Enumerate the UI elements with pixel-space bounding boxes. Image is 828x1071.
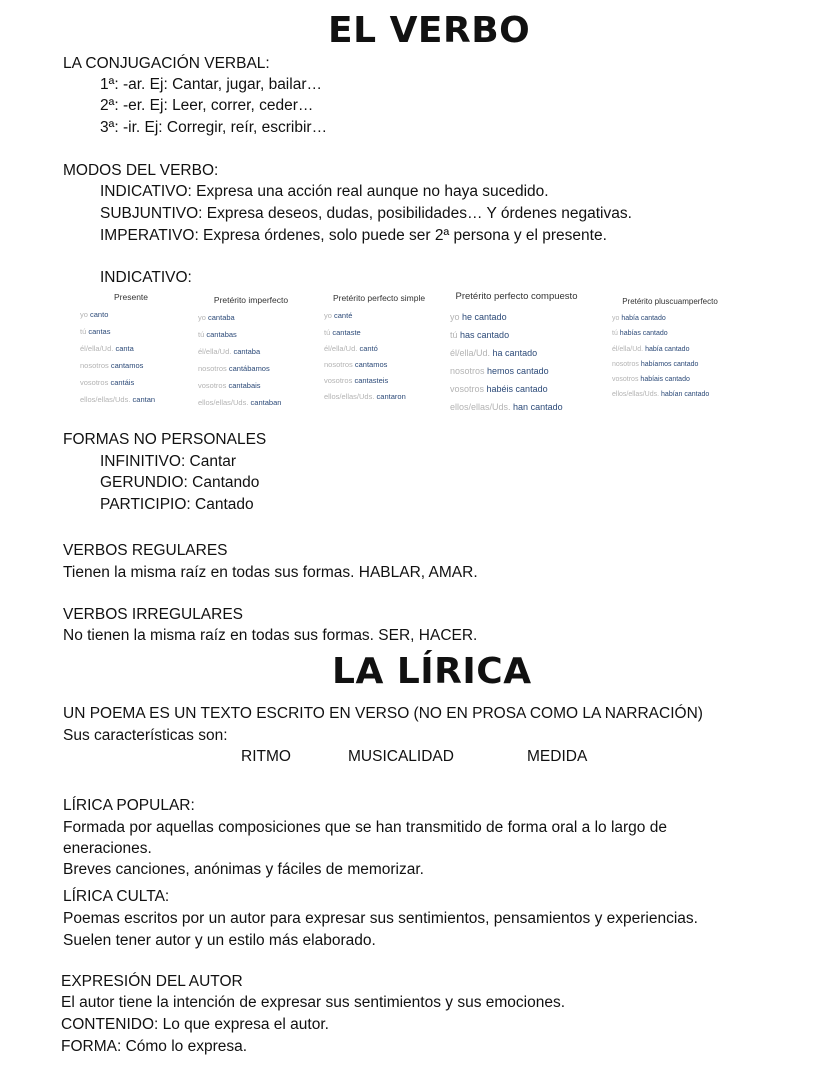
lirica-popular-line-2: eneraciones. <box>63 840 152 857</box>
tabla-row: ellos/ellas/Uds. cantaban <box>198 398 282 407</box>
modo-subjuntivo: SUBJUNTIVO: Expresa deseos, dudas, posibilidades… Y órdenes negativas. <box>100 205 632 222</box>
tabla-header: Pretérito imperfecto <box>213 295 289 305</box>
tabla-header: Pretérito pluscuamperfecto <box>622 297 718 306</box>
tabla-row: él/ella/Ud. había cantado <box>612 346 690 353</box>
tabla-row: ellos/ellas/Uds. cantaron <box>324 392 406 401</box>
conjugacion-item-3: 3ª: -ir. Ej: Corregir, reír, escribir… <box>100 119 328 136</box>
gerundio: GERUNDIO: Cantando <box>100 474 260 491</box>
tabla-presente <box>74 289 188 410</box>
tabla-header: Presente <box>113 292 149 302</box>
tabla-row: yo canto <box>80 310 109 319</box>
conjugacion-heading: LA CONJUGACIÓN VERBAL: <box>63 55 270 72</box>
tabla-header: Pretérito perfecto simple <box>332 293 426 303</box>
tabla-preterito-perfecto-simple <box>318 289 440 410</box>
expresion-line-3: FORMA: Cómo lo expresa. <box>61 1038 248 1055</box>
tabla-row: tú habías cantado <box>612 330 668 337</box>
tabla-row: yo he cantado <box>450 312 507 322</box>
tabla-row: vosotros cantasteis <box>324 376 389 385</box>
tabla-row: yo había cantado <box>612 315 666 322</box>
conjugacion-item-1: 1ª: -ar. Ej: Cantar, jugar, bailar… <box>100 76 322 93</box>
caracteristica-musicalidad: MUSICALIDAD <box>348 748 454 765</box>
lirica-culta-heading: LÍRICA CULTA: <box>63 888 170 905</box>
tabla-row: tú cantaste <box>324 328 361 337</box>
tabla-preterito-imperfecto <box>192 289 310 410</box>
conjugacion-item-2: 2ª: -er. Ej: Leer, correr, ceder… <box>100 97 314 114</box>
lirica-culta-line-2: Suelen tener autor y un estilo más elaborado. <box>63 932 376 949</box>
participio: PARTICIPIO: Cantado <box>100 496 254 513</box>
tabla-row: yo cantaba <box>198 313 235 322</box>
page-title-verbo: EL VERBO <box>328 10 531 51</box>
expresion-line-1: El autor tiene la intención de expresar sus sentimientos y sus emociones. <box>61 994 566 1011</box>
tabla-row: nosotros cantamos <box>324 360 388 369</box>
page-title-lirica: LA LÍRICA <box>332 651 532 692</box>
tabla-row: tú has cantado <box>450 330 510 340</box>
tabla-row: vosotros habíais cantado <box>612 376 690 383</box>
lirica-popular-heading: LÍRICA POPULAR: <box>63 797 195 814</box>
tabla-row: nosotros cantábamos <box>198 364 270 373</box>
tabla-row: vosotros habéis cantado <box>450 384 548 394</box>
irregulares-text: No tienen la misma raíz en todas sus formas. SER, HACER. <box>63 627 478 644</box>
lirica-popular-line-1: Formada por aquellas composiciones que se han transmitido de forma oral a lo largo de <box>63 819 667 836</box>
tabla-row: ellos/ellas/Uds. han cantado <box>450 402 563 412</box>
caracteristicas-label: Sus características son: <box>63 727 228 744</box>
tabla-row: vosotros cantabais <box>198 381 261 390</box>
expresion-heading: EXPRESIÓN DEL AUTOR <box>61 973 243 990</box>
tabla-row: él/ella/Ud. cantaba <box>198 347 261 356</box>
modos-heading: MODOS DEL VERBO: <box>63 162 219 179</box>
regulares-heading: VERBOS REGULARES <box>63 542 228 559</box>
caracteristica-ritmo: RITMO <box>241 748 291 765</box>
tabla-row: él/ella/Ud. canta <box>80 344 134 353</box>
expresion-line-2: CONTENIDO: Lo que expresa el autor. <box>61 1016 329 1033</box>
tabla-row: tú cantas <box>80 327 111 336</box>
irregulares-heading: VERBOS IRREGULARES <box>63 606 244 623</box>
lirica-culta-line-1: Poemas escritos por un autor para expresar sus sentimientos, pensamientos y experiencias. <box>63 910 698 927</box>
tabla-row: nosotros cantamos <box>80 361 144 370</box>
tabla-row: ellos/ellas/Uds. habían cantado <box>612 391 710 398</box>
tabla-row: yo canté <box>324 311 353 320</box>
lirica-intro: UN POEMA ES UN TEXTO ESCRITO EN VERSO (NO EN PROSA COMO LA NARRACIÓN) <box>63 705 703 722</box>
tabla-row: vosotros cantáis <box>80 378 135 387</box>
regulares-text: Tienen la misma raíz en todas sus formas. HABLAR, AMAR. <box>63 564 478 581</box>
tabla-row: nosotros hemos cantado <box>450 366 549 376</box>
infinitivo: INFINITIVO: Cantar <box>100 453 237 470</box>
tabla-header: Pretérito perfecto compuesto <box>455 291 578 302</box>
modo-indicativo: INDICATIVO: Expresa una acción real aunque no haya sucedido. <box>100 183 549 200</box>
tabla-preterito-pluscuamperfecto <box>606 293 734 405</box>
tabla-row: tú cantabas <box>198 330 237 339</box>
modo-imperativo: IMPERATIVO: Expresa órdenes, solo puede ser 2ª persona y el presente. <box>100 227 607 244</box>
tabla-row: nosotros habíamos cantado <box>612 361 699 368</box>
tabla-preterito-perfecto-compuesto <box>444 287 589 417</box>
tabla-row: ellos/ellas/Uds. cantan <box>80 395 156 404</box>
caracteristica-medida: MEDIDA <box>527 748 588 765</box>
lirica-popular-line-3: Breves canciones, anónimas y fáciles de memorizar. <box>63 861 424 878</box>
indicativo-label: INDICATIVO: <box>100 269 192 286</box>
tabla-row: él/ella/Ud. cantó <box>324 344 378 353</box>
no-personales-heading: FORMAS NO PERSONALES <box>63 431 267 448</box>
tabla-row: él/ella/Ud. ha cantado <box>450 348 538 358</box>
